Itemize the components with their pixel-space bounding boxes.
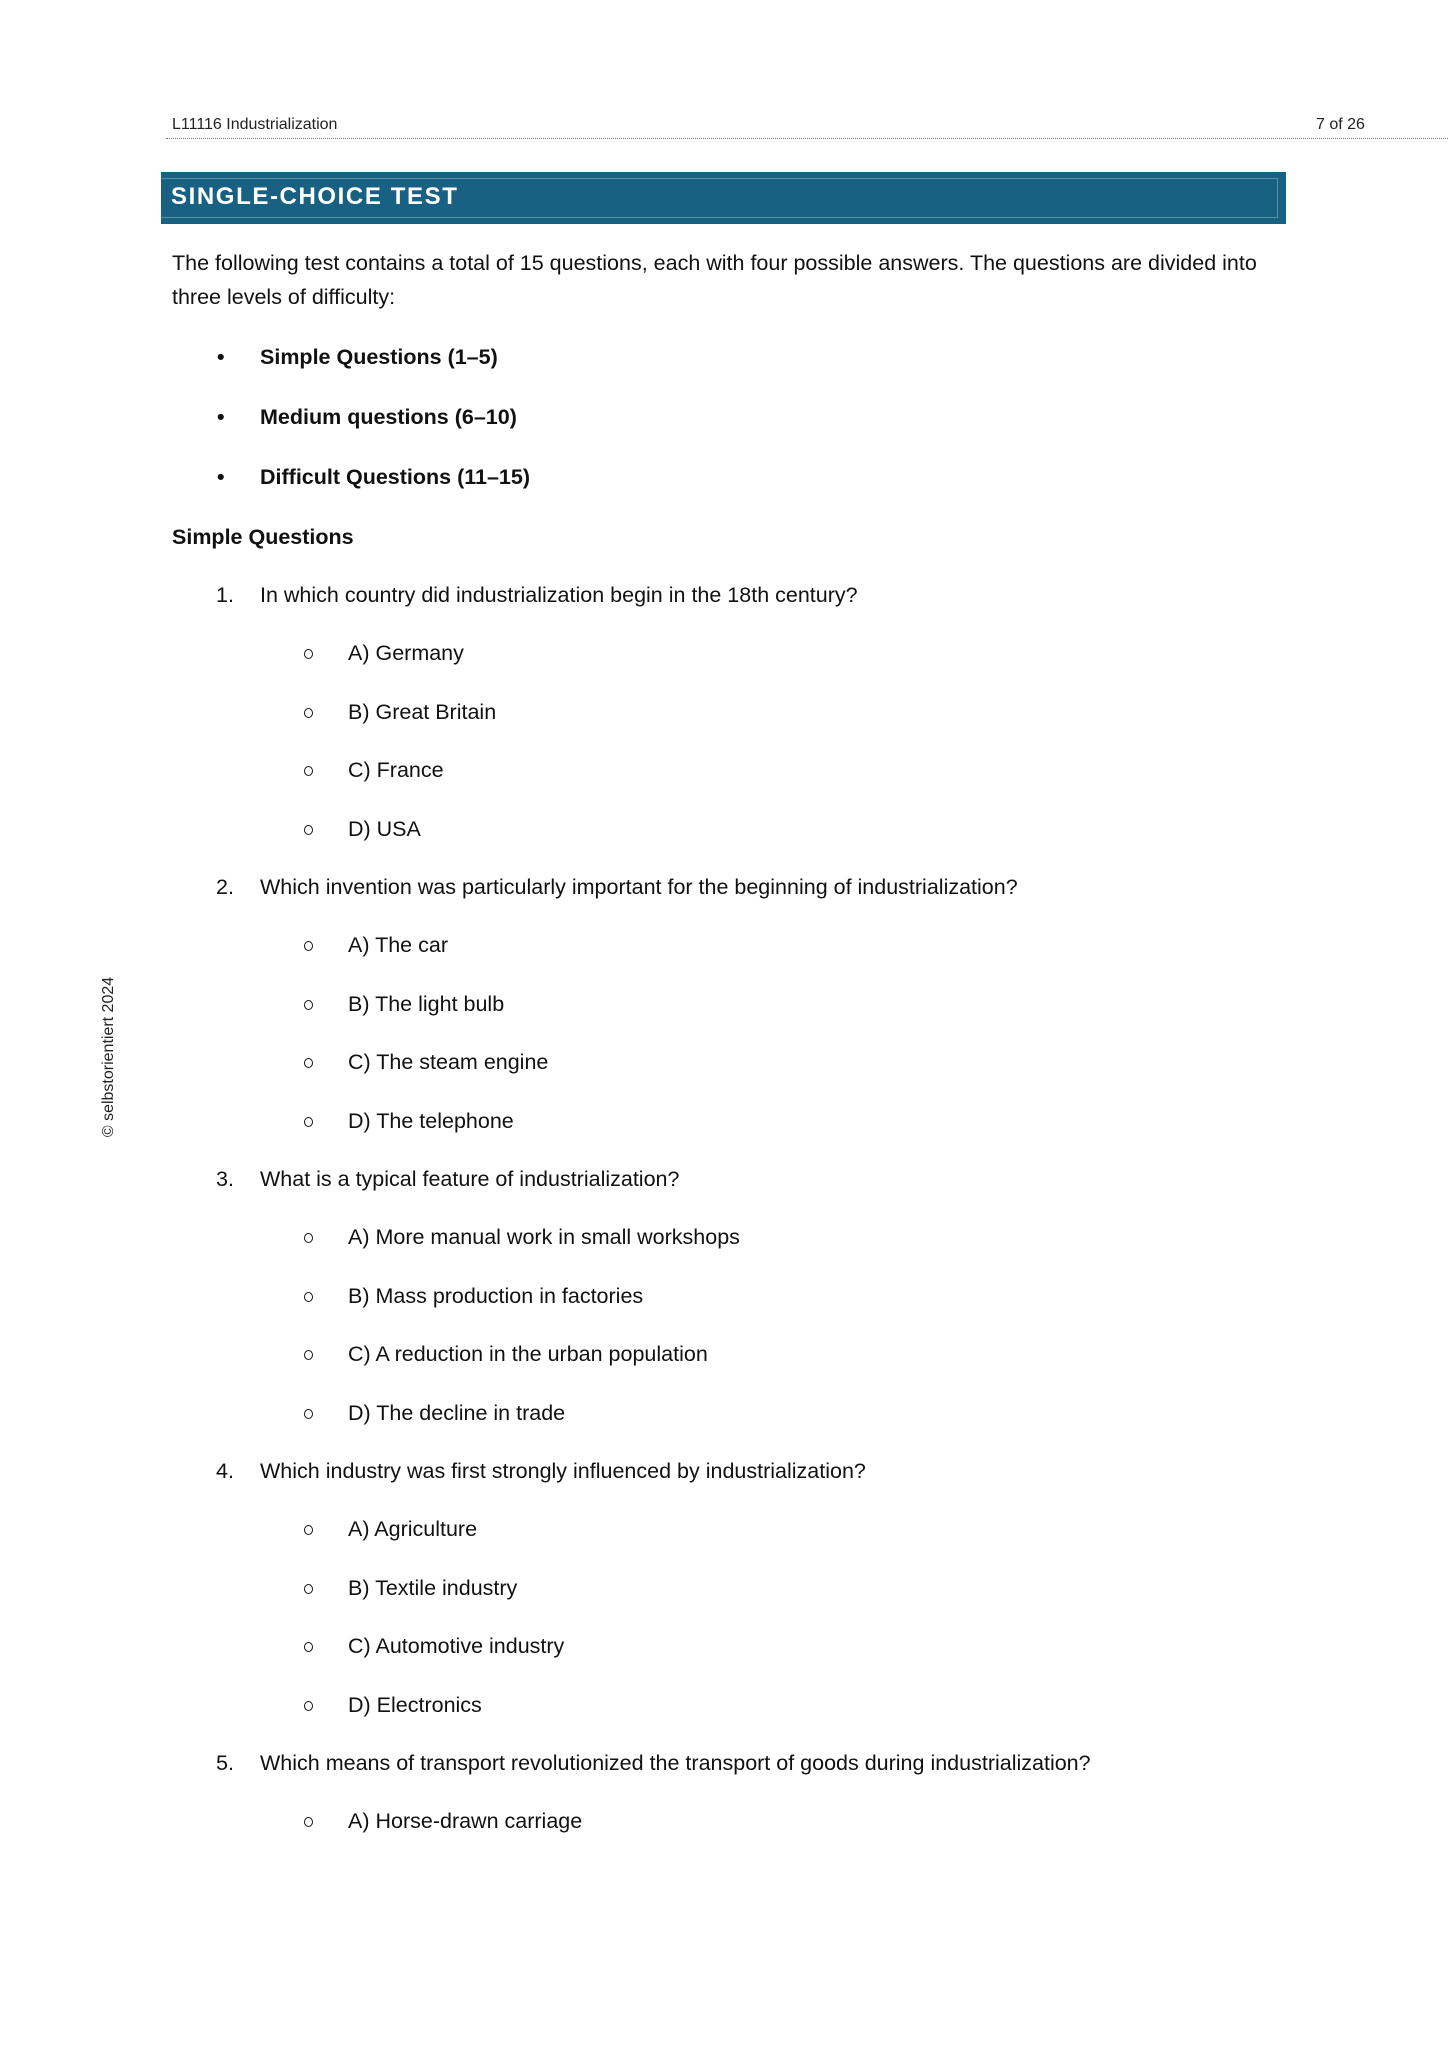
answer-option-label: D) The telephone [348, 1108, 514, 1133]
radio-circle-icon[interactable] [304, 1642, 313, 1652]
question-text: Which means of transport revolutionized the transport of goods during industrialization? [260, 1751, 1091, 1775]
answer-option-label: C) A reduction in the urban population [348, 1342, 708, 1366]
radio-circle-icon[interactable] [304, 1350, 313, 1360]
question-number: 1. [216, 583, 234, 607]
question-number: 2. [216, 875, 234, 899]
page-header [166, 112, 1448, 139]
radio-circle-icon[interactable] [304, 1409, 313, 1419]
difficulty-level-item [172, 400, 530, 460]
answer-option-label: B) Great Britain [348, 699, 497, 724]
question-number: 4. [216, 1459, 234, 1483]
question-number: 5. [216, 1751, 234, 1775]
banner-title: SINGLE-CHOICE TEST [171, 183, 459, 210]
answer-option[interactable] [172, 1279, 1322, 1338]
question-item [172, 1746, 1322, 1863]
radio-circle-icon[interactable] [304, 1817, 313, 1827]
answer-option[interactable] [172, 812, 1322, 871]
answer-option-label: A) Germany [348, 641, 464, 665]
radio-circle-icon[interactable] [304, 1117, 313, 1127]
answer-option-label: A) Horse-drawn carriage [348, 1809, 583, 1833]
answer-option[interactable] [172, 1512, 1322, 1571]
answer-option[interactable] [172, 1688, 1322, 1747]
answer-option-label: D) The decline in trade [348, 1400, 566, 1425]
answer-option[interactable] [172, 987, 1322, 1046]
radio-circle-icon[interactable] [304, 1701, 313, 1711]
answer-option[interactable] [172, 1804, 1322, 1863]
radio-circle-icon[interactable] [304, 1584, 313, 1594]
answer-option-label: D) Electronics [348, 1692, 482, 1717]
question-text: In which country did industrialization begin in the 18th century? [260, 583, 858, 607]
answer-option[interactable] [172, 636, 1322, 695]
question-text: Which industry was first strongly influenced by industrialization? [260, 1459, 866, 1483]
radio-circle-icon[interactable] [304, 708, 313, 718]
answer-option[interactable] [172, 695, 1322, 754]
answer-option-label: C) The steam engine [348, 1050, 549, 1074]
difficulty-level-label: Simple Questions (1–5) [260, 345, 498, 369]
answer-option[interactable] [172, 1104, 1322, 1163]
difficulty-level-item [172, 460, 530, 520]
question-prompt [172, 578, 1322, 636]
answer-option[interactable] [172, 1337, 1322, 1396]
question-prompt [172, 870, 1322, 928]
radio-circle-icon[interactable] [304, 649, 313, 659]
answer-option[interactable] [172, 1629, 1322, 1688]
question-text: What is a typical feature of industrialization? [260, 1167, 680, 1191]
question-item [172, 578, 1322, 870]
copyright-notice: © selbstorientiert 2024 [100, 976, 117, 1138]
section-banner [161, 172, 1286, 224]
question-item [172, 870, 1322, 1162]
answer-option[interactable] [172, 928, 1322, 987]
answer-option-label: B) Textile industry [348, 1575, 518, 1600]
page-number: 7 of 26 [1316, 116, 1365, 133]
question-item [172, 1454, 1322, 1746]
difficulty-level-item [172, 340, 530, 400]
question-item [172, 1162, 1322, 1454]
radio-circle-icon[interactable] [304, 825, 313, 835]
intro-paragraph: The following test contains a total of 15 questions, each with four possible answers. The questions are divided into three levels of difficulty: [172, 251, 1257, 309]
bullet-icon: • [217, 465, 225, 489]
document-title: L11116 Industrialization [172, 116, 338, 133]
question-text: Which invention was particularly important for the beginning of industrialization? [260, 875, 1018, 899]
answer-option-label: B) The light bulb [348, 991, 505, 1016]
question-prompt [172, 1162, 1322, 1220]
radio-circle-icon[interactable] [304, 1058, 313, 1068]
answer-option-label: A) Agriculture [348, 1517, 478, 1541]
answer-option[interactable] [172, 1571, 1322, 1630]
answer-option-label: A) The car [348, 933, 448, 957]
radio-circle-icon[interactable] [304, 766, 313, 776]
bullet-icon: • [217, 405, 225, 429]
question-prompt [172, 1454, 1322, 1512]
answer-option[interactable] [172, 1045, 1322, 1104]
radio-circle-icon[interactable] [304, 1000, 313, 1010]
radio-circle-icon[interactable] [304, 1525, 313, 1535]
question-number: 3. [216, 1167, 234, 1191]
question-prompt [172, 1746, 1322, 1804]
answer-option-label: C) France [348, 758, 444, 782]
answer-option-label: A) More manual work in small workshops [348, 1225, 740, 1249]
bullet-icon: • [217, 345, 225, 369]
question-list [172, 578, 1322, 1863]
answer-option-label: B) Mass production in factories [348, 1283, 644, 1308]
answer-option[interactable] [172, 753, 1322, 812]
difficulty-level-label: Difficult Questions (11–15) [260, 465, 531, 489]
radio-circle-icon[interactable] [304, 1233, 313, 1243]
answer-option[interactable] [172, 1220, 1322, 1279]
answer-option-label: C) Automotive industry [348, 1634, 565, 1658]
answer-option-label: D) USA [348, 816, 421, 841]
radio-circle-icon[interactable] [304, 941, 313, 951]
difficulty-levels-list [172, 340, 530, 520]
section-heading: Simple Questions [172, 525, 354, 549]
answer-option[interactable] [172, 1396, 1322, 1455]
difficulty-level-label: Medium questions (6–10) [260, 405, 517, 429]
radio-circle-icon[interactable] [304, 1292, 313, 1302]
